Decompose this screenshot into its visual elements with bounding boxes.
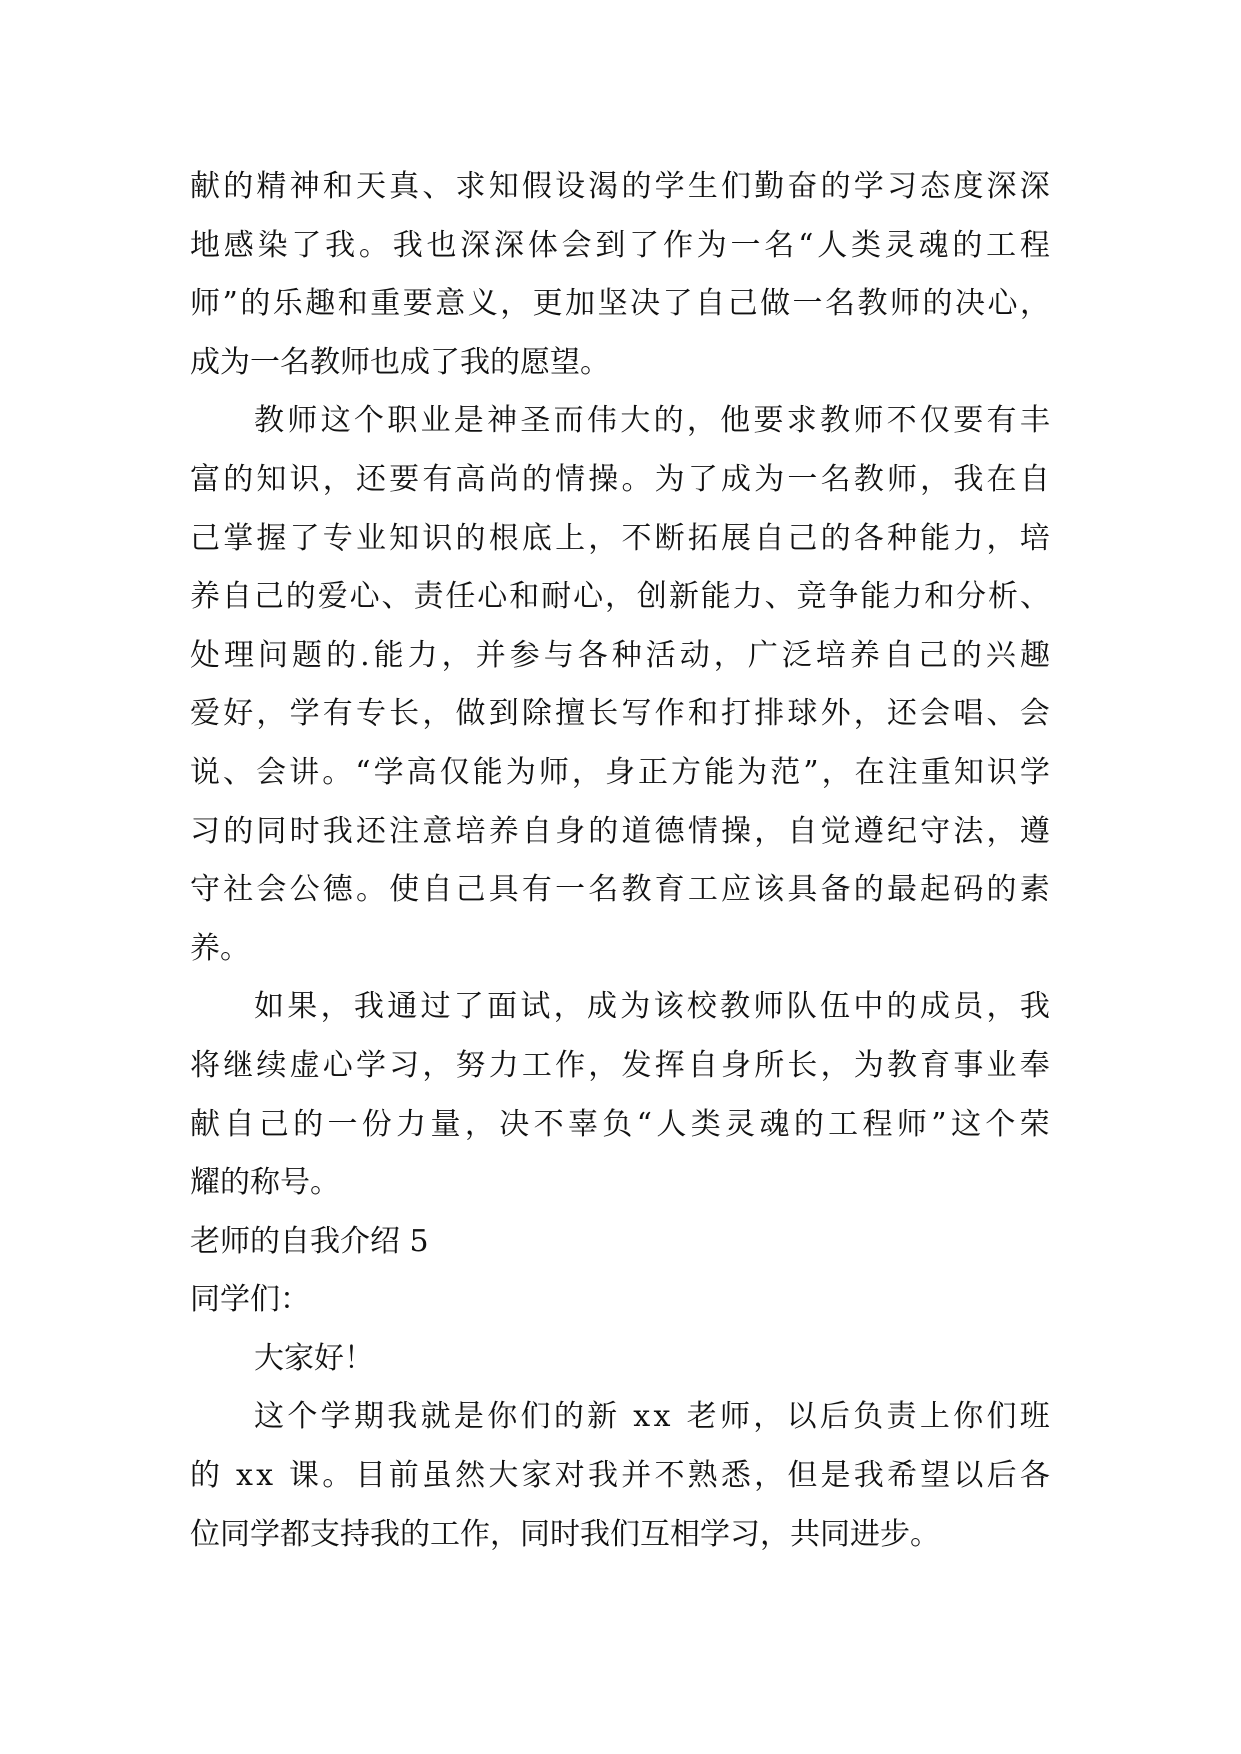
- paragraph-line: 这 个 学 期 我 就 是 你 们 的 新 x x 老 师 ， 以 后 负 责 上 你 们 班: [254, 1399, 1050, 1435]
- salutation: 同学们：: [190, 1282, 310, 1318]
- paragraph-line: 师 ” 的 乐 趣 和 重 要 意 义 ， 更 加 坚 决 了 自 己 做 一 名 教 师 的 决 心 ，: [190, 286, 1050, 322]
- paragraph-line: 说 、 会 讲 。 “ 学 高 仅 能 为 师 ， 身 正 方 能 为 范 ” ， 在 注 重 知 识 学: [190, 754, 1050, 790]
- paragraph-line: 位同学都支持我的工作，同时我们互相学习，共同进步。: [190, 1516, 940, 1552]
- paragraph-line: 教 师 这 个 职 业 是 神 圣 而 伟 大 的 ， 他 要 求 教 师 不 仅 要 有 丰: [254, 403, 1050, 439]
- paragraph-line: 的 x x 课 。 目 前 虽 然 大 家 对 我 并 不 熟 悉 ， 但 是 我 希 望 以 后 各: [190, 1458, 1050, 1494]
- paragraph-line: 如 果 ， 我 通 过 了 面 试 ， 成 为 该 校 教 师 队 伍 中 的 成 员 ， 我: [254, 989, 1050, 1025]
- paragraph-line: 习 的 同 时 我 还 注 意 培 养 自 身 的 道 德 情 操 ， 自 觉 遵 纪 守 法 ， 遵: [190, 813, 1050, 849]
- paragraph-line: 富 的 知 识 ， 还 要 有 高 尚 的 情 操 。 为 了 成 为 一 名 教 师 ， 我 在 自: [190, 461, 1050, 497]
- paragraph-line: 地 感 染 了 我 。 我 也 深 深 体 会 到 了 作 为 一 名 “ 人 类 灵 魂 的 工 程: [190, 227, 1050, 263]
- paragraph-line: 献 的 精 神 和 天 真 、 求 知 假 设 渴 的 学 生 们 勤 奋 的 学 习 态 度 深 深: [190, 169, 1050, 204]
- paragraph-line: 守 社 会 公 德 。 使 自 己 具 有 一 名 教 育 工 应 该 具 备 的 最 起 码 的 素: [190, 872, 1050, 908]
- paragraph-line: 将 继 续 虚 心 学 习 ， 努 力 工 作 ， 发 挥 自 身 所 长 ， 为 教 育 事 业 奉: [190, 1047, 1050, 1083]
- paragraph-line: 成为一名教师也成了我的愿望。: [190, 344, 610, 380]
- paragraph-line: 耀的称号。: [190, 1165, 340, 1201]
- section-title: 老师的自我介绍 5: [190, 1223, 429, 1259]
- paragraph-line: 爱 好 ， 学 有 专 长 ， 做 到 除 擅 长 写 作 和 打 排 球 外 ， 还 会 唱 、 会: [190, 696, 1050, 732]
- paragraph-line: 养。: [190, 930, 250, 966]
- paragraph-line: 献 自 己 的 一 份 力 量 ， 决 不 辜 负 “ 人 类 灵 魂 的 工 程 师 ” 这 个 荣: [190, 1106, 1050, 1142]
- paragraph-line: 养 自 己 的 爱 心 、 责 任 心 和 耐 心 ， 创 新 能 力 、 竞 争 能 力 和 分 析 、: [190, 579, 1050, 615]
- greeting: 大家好！: [254, 1340, 374, 1376]
- paragraph-line: 己 掌 握 了 专 业 知 识 的 根 底 上 ， 不 断 拓 展 自 己 的 各 种 能 力 ， 培: [190, 520, 1050, 556]
- document-body: [190, 158, 1050, 1564]
- paragraph-line: 处 理 问 题 的 . 能 力 ， 并 参 与 各 种 活 动 ， 广 泛 培 养 自 己 的 兴 趣: [190, 637, 1050, 673]
